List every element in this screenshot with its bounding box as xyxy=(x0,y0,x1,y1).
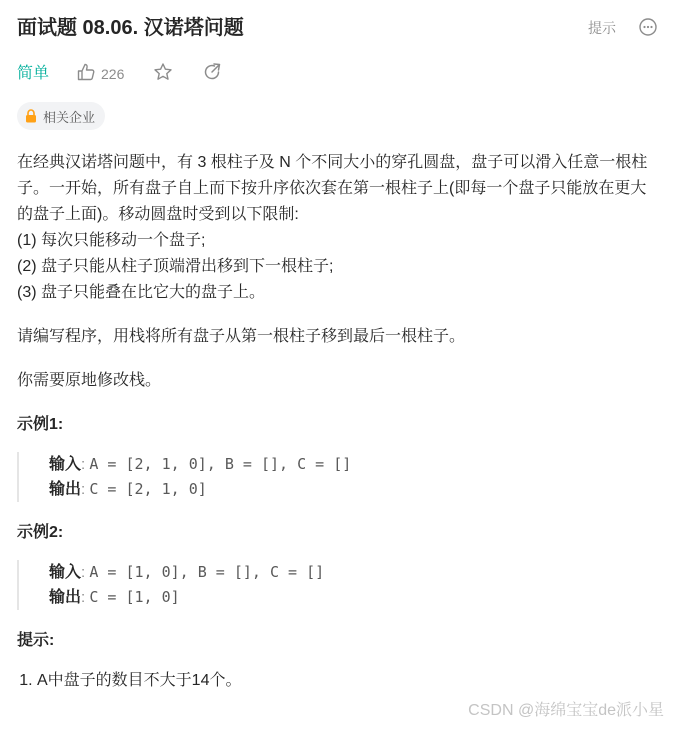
rule-2: (2) 盘子只能从柱子顶端滑出移到下一根柱子; xyxy=(17,258,334,275)
more-horizontal-icon[interactable] xyxy=(638,17,658,37)
example-output-value: C = [2, 1, 0] xyxy=(89,480,207,498)
example-input-label: 输入 xyxy=(49,456,82,473)
example-1-block: 输入: A = [2, 1, 0], B = [], C = [] 输出: C = [2, 1, 0] xyxy=(17,452,657,502)
hints-heading: 提示: xyxy=(17,632,55,649)
thumbs-up-icon[interactable] xyxy=(76,62,96,82)
watermark: CSDN @海绵宝宝de派小星 xyxy=(468,702,664,719)
description-note: 你需要原地修改栈。 xyxy=(17,372,162,389)
example-input-value: A = [1, 0], B = [], C = [] xyxy=(89,563,325,581)
tag-label: 相关企业 xyxy=(43,109,96,125)
example-2-heading: 示例2: xyxy=(17,524,64,541)
hint-link[interactable]: 提示 xyxy=(588,20,616,36)
example-output-value: C = [1, 0] xyxy=(89,588,180,606)
star-icon[interactable] xyxy=(153,62,173,82)
description-intro: 在经典汉诺塔问题中，有 3 根柱子及 N 个不同大小的穿孔圆盘，盘子可以滑入任意一根柱子。一开始，所有盘子自上而下按升序依次套在第一根柱子上(即每一个盘子只能放在更大的盘子上面)。移动圆盘时受到以下限制: xyxy=(17,154,648,223)
hint-item: 1. A中盘子的数目不大于14个。 xyxy=(37,668,657,694)
problem-description xyxy=(17,150,657,694)
example-input-value: A = [2, 1, 0], B = [], C = [] xyxy=(89,455,352,473)
difficulty-badge: 简单 xyxy=(17,65,50,82)
like-count: 226 xyxy=(101,66,125,82)
hints-list xyxy=(17,668,657,694)
share-icon[interactable] xyxy=(202,62,222,82)
example-2-block: 输入: A = [1, 0], B = [], C = [] 输出: C = [1, 0] xyxy=(17,560,657,610)
example-output-label: 输出 xyxy=(49,589,82,606)
rule-1: (1) 每次只能移动一个盘子; xyxy=(17,232,206,249)
description-task: 请编写程序，用栈将所有盘子从第一根柱子移到最后一根柱子。 xyxy=(17,328,466,345)
example-input-label: 输入 xyxy=(49,564,82,581)
example-1-heading: 示例1: xyxy=(17,416,64,433)
problem-title: 面试题 08.06. 汉诺塔问题 xyxy=(17,17,244,39)
related-companies-tag[interactable] xyxy=(17,102,105,130)
lock-icon xyxy=(25,109,37,123)
rule-3: (3) 盘子只能叠在比它大的盘子上。 xyxy=(17,284,266,301)
problem-header xyxy=(17,14,662,44)
problem-meta xyxy=(17,60,662,88)
example-output-label: 输出 xyxy=(49,481,82,498)
